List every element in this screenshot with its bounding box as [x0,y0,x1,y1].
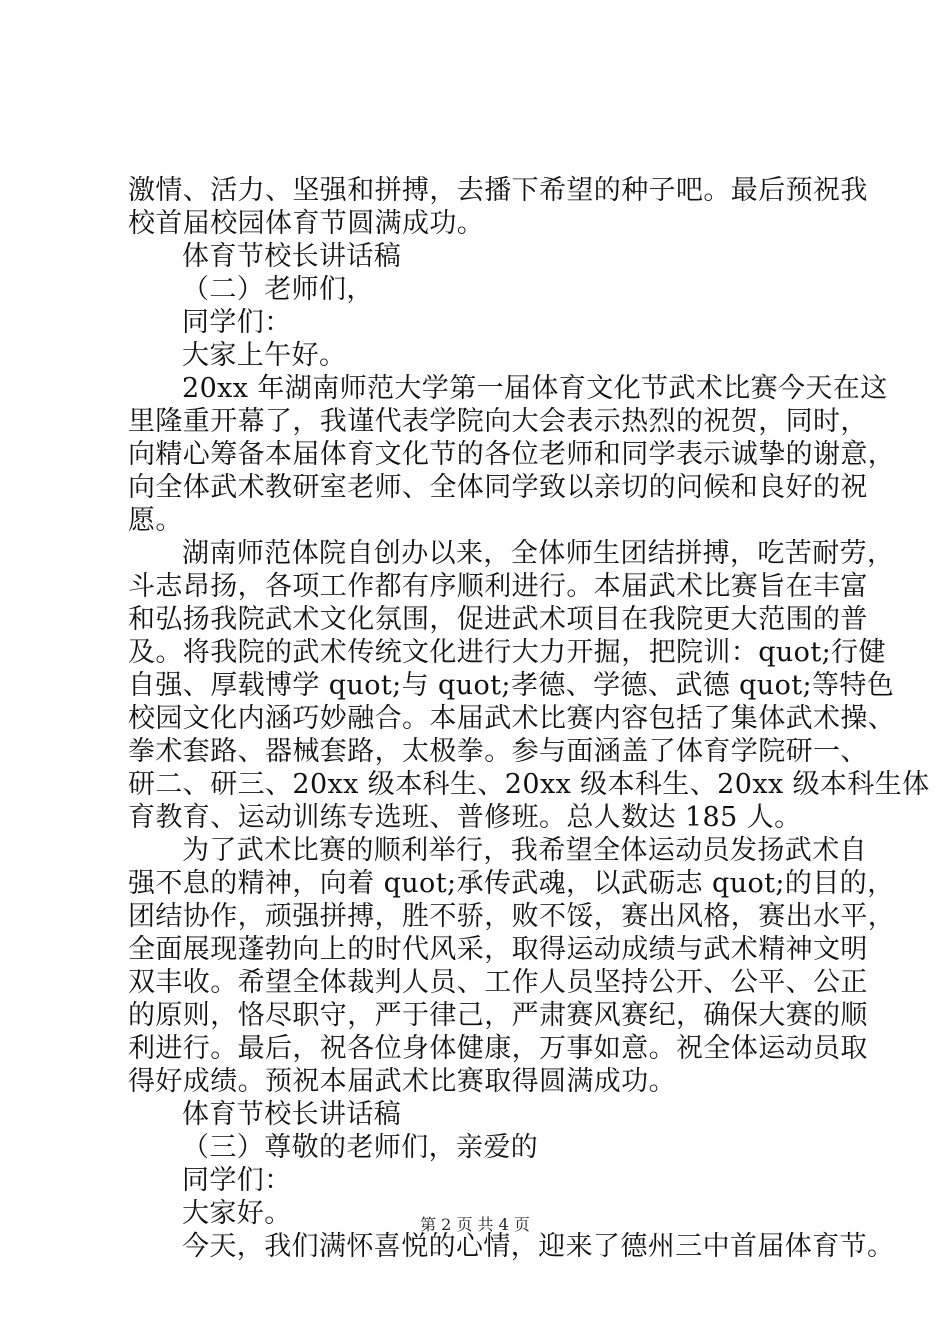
text-line: 里隆重开幕了，我谨代表学院向大会表示热烈的祝贺，同时， [128,406,868,437]
text-line: 向全体武术教研室老师、全体同学致以亲切的问候和良好的祝 [128,472,868,503]
text-line: 同学们： [182,1165,292,1196]
text-line: 强不息的精神，向着 quot;承传武魂，以武砺志 quot;的目的， [128,868,895,899]
document-body [128,174,930,1263]
text-line: 双丰收。希望全体裁判人员、工作人员坚持公开、公平、公正 [128,967,868,998]
text-line: 及。将我院的武术传统文化进行大力开掘，把院训：quot;行健 [128,637,886,668]
text-line: 激情、活力、坚强和拼搏，去播下希望的种子吧。最后预祝我 [128,175,868,206]
text-line: 大家上午好。 [182,340,347,371]
text-line: 体育节校长讲话稿 [182,241,402,272]
text-line: 向精心筹备本届体育文化节的各位老师和同学表示诚挚的谢意， [128,439,896,470]
text-line: 的原则，恪尽职守，严于律己，严肃赛风赛纪，确保大赛的顺 [128,1000,868,1031]
text-line: 利进行。最后，祝各位身体健康，万事如意。祝全体运动员取 [128,1033,868,1064]
text-line: （三）尊敬的老师们，亲爱的 [182,1132,539,1163]
text-line: 愿。 [128,505,183,536]
text-line: 斗志昂扬，各项工作都有序顺利进行。本届武术比赛旨在丰富 [128,571,868,602]
text-line: （二）老师们， [182,274,374,305]
text-line: 同学们： [182,307,292,338]
text-line: 全面展现蓬勃向上的时代风采，取得运动成绩与武术精神文明 [128,934,868,965]
text-line: 育教育、运动训练专选班、普修班。总人数达 185 人。 [128,802,802,833]
text-line: 得好成绩。预祝本届武术比赛取得圆满成功。 [128,1066,676,1097]
text-line: 自强、厚载博学 quot;与 quot;孝德、学德、武德 quot;等特色 [128,670,895,701]
text-line: 为了武术比赛的顺利举行，我希望全体运动员发扬武术自 [182,835,867,866]
text-line: 校首届校园体育节圆满成功。 [128,208,485,239]
text-line: 团结协作，顽强拼搏，胜不骄，败不馁，赛出风格，赛出水平， [128,901,896,932]
text-line: 今天，我们满怀喜悦的心情，迎来了德州三中首届体育节。 [182,1231,895,1262]
text-line: 拳术套路、器械套路，太极拳。参与面涵盖了体育学院研一、 [128,736,868,767]
text-line: 研二、研三、20xx 级本科生、20xx 级本科生、20xx 级本科生体 [128,769,930,800]
text-line: 湖南师范体院自创办以来，全体师生团结拼搏，吃苦耐劳， [182,538,895,569]
page-footer: 第 2 页 共 4 页 [420,1215,530,1234]
text-line: 校园文化内涵巧妙融合。本届武术比赛内容包括了集体武术操、 [128,703,896,734]
text-line: 和弘扬我院武术文化氛围，促进武术项目在我院更大范围的普 [128,604,868,635]
text-line: 20xx 年湖南师范大学第一届体育文化节武术比赛今天在这 [182,373,888,404]
text-line: 大家好。 [182,1198,292,1229]
text-line: 体育节校长讲话稿 [182,1099,402,1130]
